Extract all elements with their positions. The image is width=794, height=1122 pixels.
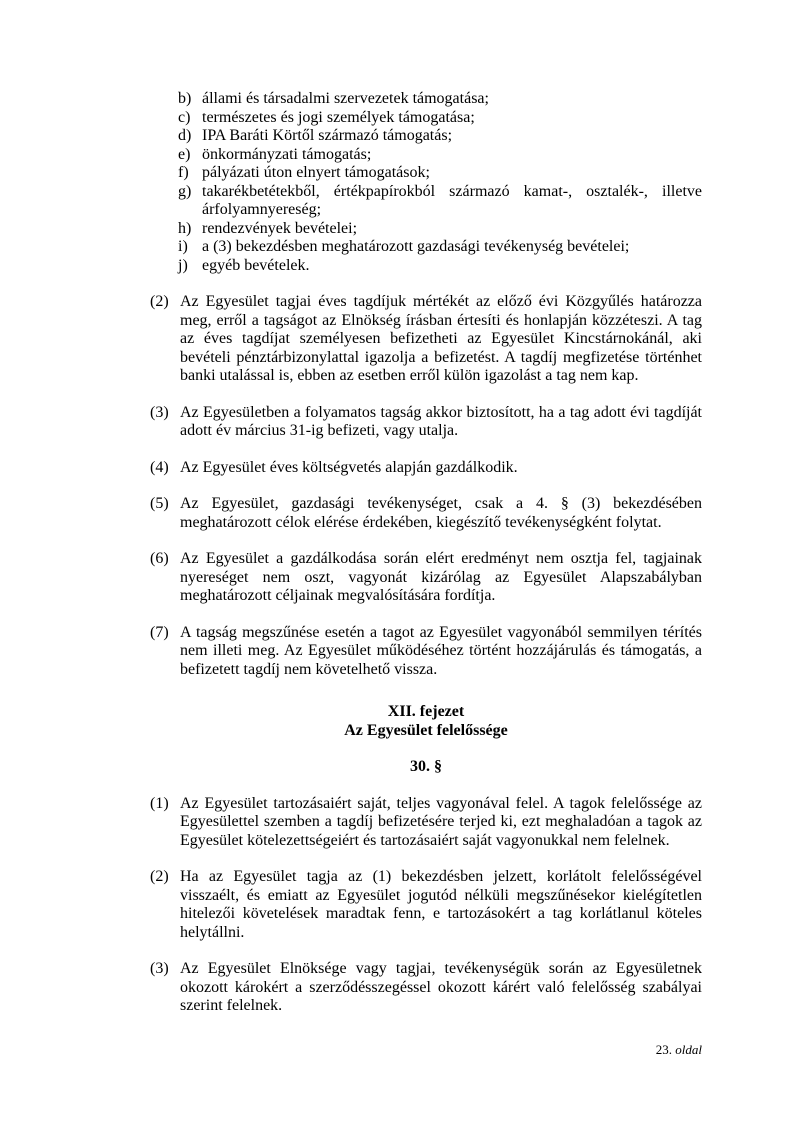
list-item	[178, 164, 702, 183]
list-item-marker: i)	[178, 238, 188, 255]
paragraph-text: Az Egyesület a gazdálkodása során elért eredményt nem osztja fel, tagjainak nyereséget nem oszt, vagyonát kizárólag az Egyesület Alapszabályban meghatározott céljainak megvalósítására fordítja.	[180, 550, 702, 604]
paragraph-marker: (3)	[150, 960, 169, 977]
document-content	[150, 90, 702, 1016]
paragraph-marker: (5)	[150, 495, 169, 512]
paragraph-text: A tagság megszűnése esetén a tagot az Egyesület vagyonából semmilyen térítés nem illeti meg. Az Egyesület működéséhez történt hozzájárulás és támogatás, a befizetett tagdíj nem követelhető vissza.	[180, 623, 702, 678]
paragraph	[150, 459, 702, 478]
paragraph-text: Az Egyesület éves költségvetés alapján gazdálkodik.	[180, 458, 518, 476]
list-item	[178, 220, 702, 239]
list-item	[178, 90, 702, 109]
list-item-text: állami és társadalmi szervezetek támogatása;	[202, 90, 489, 107]
list-item	[178, 257, 702, 276]
list-item-marker: b)	[178, 90, 192, 107]
list-item	[178, 183, 702, 220]
list-item-text: egyéb bevételek.	[202, 256, 310, 274]
page-footer	[150, 1042, 702, 1058]
chapter-heading	[150, 703, 702, 740]
paragraph	[150, 624, 702, 680]
paragraph-text: Az Egyesület, gazdasági tevékenységet, csak a 4. § (3) bekezdésében meghatározott célok elérése érdekében, kiegészítő tevékenységként folytat.	[180, 495, 702, 531]
list-item-text: pályázati úton elnyert támogatások;	[202, 164, 430, 181]
list-item-marker: e)	[178, 145, 191, 163]
list-item-marker: c)	[178, 108, 191, 126]
paragraph-text: Az Egyesületben a folyamatos tagság akkor biztosított, ha a tag adott évi tagdíját adott év március 31-ig befizeti, vagy utalja.	[180, 403, 702, 439]
paragraph	[150, 868, 702, 942]
list-item-marker: h)	[178, 219, 192, 237]
page-number: 23.	[655, 1042, 673, 1057]
paragraph	[150, 293, 702, 386]
list-item-marker: g)	[178, 182, 192, 200]
paragraph-text: Ha az Egyesület tagja az (1) bekezdésben jelzett, korlátolt felelősségével visszaélt, és emiatt az Egyesület jogutód nélküli megszűnésekor kielégítetlen hitelezői követelések maradtak fenn, e tartozásokért a tag korlátlanul köteles helytállni.	[180, 868, 702, 941]
list-item-text: önkormányzati támogatás;	[202, 145, 372, 163]
chapter-title: XII. fejezet	[387, 703, 465, 720]
list-item-text: IPA Baráti Körtől származó támogatás;	[202, 127, 453, 144]
list-item-marker: d)	[178, 127, 192, 144]
list-item-marker: f)	[178, 164, 189, 181]
page-number-label: oldal	[675, 1042, 702, 1057]
paragraph-marker: (3)	[150, 403, 169, 421]
list-item-text: rendezvények bevételei;	[202, 219, 358, 237]
list-item	[178, 109, 702, 128]
list-item-text: természetes és jogi személyek támogatása;	[202, 108, 475, 126]
paragraph	[150, 404, 702, 441]
paragraph-text: Az Egyesület Elnöksége vagy tagjai, tevékenységük során az Egyesületnek okozott károkért a szerződésszegéssel okozott kárért való felelősség szabályai szerint felelnek.	[180, 960, 702, 1014]
paragraph-marker: (2)	[150, 868, 169, 885]
income-sources-list	[178, 90, 702, 275]
paragraph-marker: (1)	[150, 794, 169, 812]
paragraph	[150, 960, 702, 1016]
paragraph-marker: (6)	[150, 550, 169, 567]
list-item-text: takarékbetétekből, értékpapírokból származó kamat-, osztalék-, illetve árfolyamnyereség;	[202, 182, 702, 218]
list-item-marker: j)	[178, 256, 188, 274]
paragraph-text: Az Egyesület tagjai éves tagdíjuk mértékét az előző évi Közgyűlés határozza meg, erről a tagságot az Elnökség írásban értesíti és honlapján közzéteszi. A tag az éves tagdíjat személyesen befizetheti az Egyesület Kincstárnokánál, aki bevételi pénztárbizonylattal igazolja a befizetést. A tagdíj megfizetése történhet banki utalással is, ebben az esetben erről külön igazolást a tag nem kap.	[180, 293, 702, 384]
paragraph	[150, 795, 702, 851]
list-item	[178, 146, 702, 165]
paragraph-marker: (7)	[150, 623, 169, 641]
list-item-text: a (3) bekezdésben meghatározott gazdasági tevékenység bevételei;	[202, 238, 630, 255]
list-item	[178, 127, 702, 146]
list-item	[178, 238, 702, 257]
paragraph-marker: (4)	[150, 458, 169, 476]
paragraph-text: Az Egyesület tartozásaiért saját, teljes vagyonával felel. A tagok felelőssége az Egyesülettel szemben a tagdíj befizetésére terjed ki, ezt meghaladóan a tagok az Egyesület kötelezettségeiért és tartozásaiért saját vagyonukkal nem felelnek.	[180, 794, 702, 849]
paragraph-marker: (2)	[150, 293, 169, 310]
paragraph	[150, 495, 702, 532]
chapter-subtitle: Az Egyesület felelőssége	[344, 721, 508, 739]
section-heading: 30. §	[410, 758, 442, 775]
paragraph	[150, 550, 702, 606]
